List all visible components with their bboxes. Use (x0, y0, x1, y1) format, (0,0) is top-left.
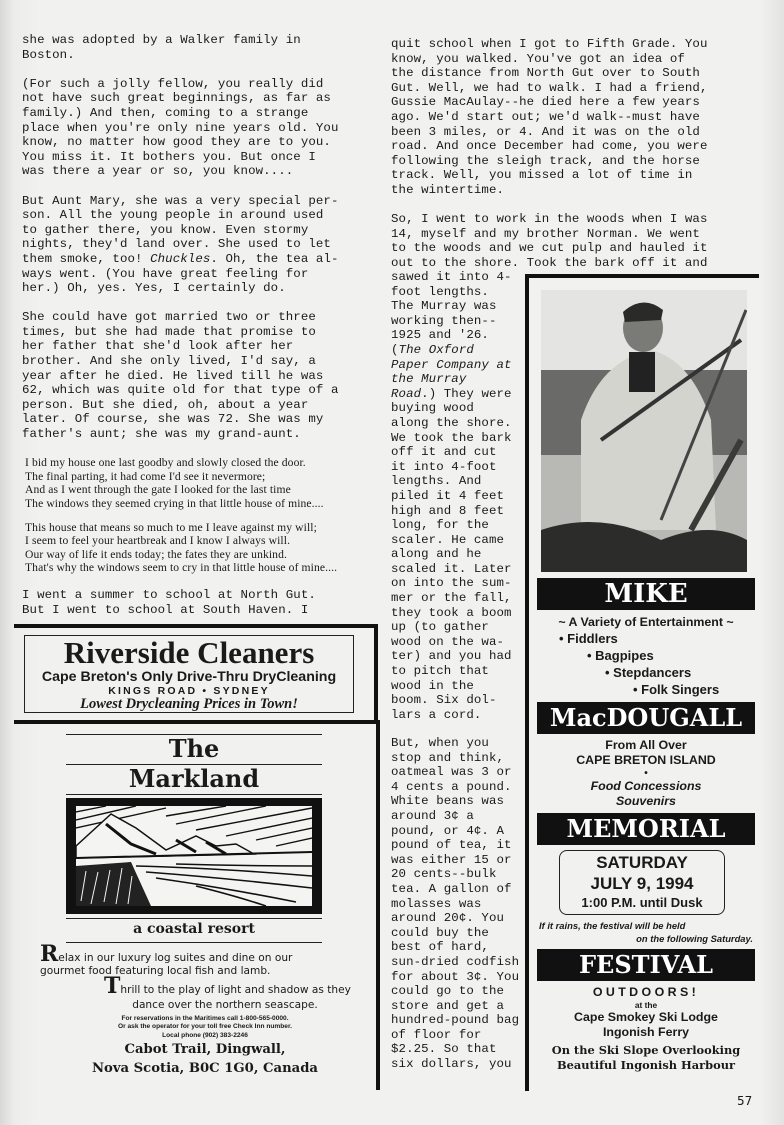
text-run: But Aunt Mary, she was a very special per- son. All the young people in around used to gather there, you know. Even stormy nights, they'd land over. She used to let them smoke, too! (22, 193, 339, 266)
riverside-cleaners-ad (14, 624, 378, 724)
markland-ad (14, 720, 380, 1090)
rain-notice-line1: If it rains, the festival will be held (539, 920, 686, 931)
local-phone: Local phone (902) 383-2246 (162, 1031, 248, 1039)
ad-frame (24, 635, 354, 713)
poem-stanza: I bid my house one last goodby and slowly closed the door. The final parting, it had come I'd see it nevermore; And as I went through the gate I looked for the last time The windows they seemed crying in that little house of mine.... (25, 456, 324, 510)
souvenirs: Souvenirs (616, 794, 676, 808)
fiddler-photo (541, 290, 747, 572)
ad-title-line2: Markland (128, 764, 260, 793)
food-concessions: Food Concessions (590, 779, 702, 793)
from-all-over: From All Over (605, 738, 687, 752)
markland-body (40, 941, 370, 1078)
text-run: .) They were buying wood along the shore. We took the bark off it and cut it into 4-foot lengths. And piled it 4 feet high and 8 feet long, for the scaler. He came along and he scaled it. Later on into the sum- mer or the fall, they took a boom up (to gather wood on the wa- ter) and you had to pitch that wood in the boom. Six dol- lars a cord. (391, 386, 512, 722)
paragraph-murray (391, 270, 523, 722)
operator-line: Or ask the operator for your toll free Check Inn number. (117, 1023, 293, 1031)
paragraph: But, when you stop and think, oatmeal was 3 or 4 cents a pound. White beans was around 3¢ a pound, or 4¢. A pound of tea, it was either 15 or 20 cents--bulk tea. A gallon of molasses was around 20¢. You could buy the best of hard, sun-dried codfish for about 3¢. You could go to the store and get a hundred-pound bag of floor for $2.25. So that six dollars, you (391, 736, 520, 1072)
text-run: hrill to the play of light and shadow as they (120, 984, 351, 996)
drop-cap: R (40, 941, 59, 967)
paragraph: She could have got married two or three times, but she had made that promise to her father that she'd look after her brother. And she only lived, I'd say, a year after he died. He lived till he was 62, which was quite old for that type of a person. But she died, oh, about a year later. Of course, she was 72. She was my father's aunt; she was my grand-aunt. (22, 310, 339, 442)
relax-paragraph (40, 941, 370, 978)
address-line2: Nova Scotia, B0C 1G0, Canada (92, 1061, 318, 1077)
paragraph: I went a summer to school at North Gut. But I went to school at South Haven. I (22, 587, 316, 617)
divider (66, 794, 322, 795)
festival-ad (525, 274, 759, 1091)
address-line1: Cabot Trail, Dingwall, (124, 1042, 286, 1058)
banner-mike: MIKE (537, 578, 755, 610)
act-item: • Bagpipes (587, 648, 654, 663)
festival-details (533, 578, 759, 1073)
paragraph-aunt-mary (22, 194, 382, 296)
slope-line2: Beautiful Ingonish Harbour (556, 1058, 736, 1072)
paragraph: So, I went to work in the woods when I was 14, myself and my brother Norman. We went to the woods and we cut pulp and hauled it out to the shore. Took the bark off it and (391, 212, 708, 270)
left-column (22, 33, 382, 632)
ad-address: KINGS ROAD • SYDNEY (108, 685, 270, 697)
event-date: JULY 9, 1994 (590, 874, 694, 893)
location: Ingonish Ferry (602, 1025, 690, 1039)
thrill-line2: dance over the northern seascape. (132, 999, 318, 1011)
ad-title: Riverside Cleaners (63, 635, 315, 670)
outdoors: OUTDOORS! (592, 985, 700, 999)
divider (66, 918, 322, 919)
ad-subtitle: Cape Breton's Only Drive-Thru DryCleaning (41, 669, 337, 685)
narrow-column (391, 270, 523, 737)
man-with-rope-photo (541, 290, 747, 572)
act-item: • Folk Singers (633, 682, 720, 697)
divider (66, 942, 322, 943)
landscape-illustration (76, 806, 312, 906)
bullet: • (644, 768, 648, 779)
poem-stanza: This house that means so much to me I leave against my will; I seem to feel your heartbreak and I know I always will. Our way of life it ends today; the fates they are unkind. That's why the windows seem to cry in that little house of mine.... (25, 520, 338, 575)
paragraph: she was adopted by a Walker family in Boston. (22, 33, 301, 62)
banner-memorial: MEMORIAL (537, 813, 755, 845)
text-run: elax in our luxury log suites and dine on our gourmet food featuring local fish and lamb. (40, 952, 293, 977)
page-number: 57 (737, 1094, 753, 1108)
banner-macdougall: MacDOUGALL (537, 702, 755, 734)
drop-cap: T (104, 973, 121, 999)
act-item: • Stepdancers (605, 665, 692, 680)
thrill-paragraph (104, 973, 370, 999)
ad-tagline: a coastal resort (133, 921, 255, 937)
reservation-line: For reservations in the Maritimes call 1-800-565-0000. (121, 1015, 289, 1022)
event-date-box (559, 850, 725, 915)
coastal-woodcut-image (66, 798, 322, 914)
act-item: • Fiddlers (559, 631, 618, 646)
text-run: sawed it into 4- foot lengths. The Murray was working then-- 1925 and '26. ( (391, 270, 512, 357)
text-run: . Oh, the tea al- ways went. (You have great feeling for her.) Oh, yes. Yes, I certainly do. (22, 251, 339, 296)
paragraph: quit school when I got to Fifth Grade. You know, you walked. You've got an idea of the distance from North Gut over to South Gut. Well, we had to walk. I had a friend, Gussie MacAulay--he died here a few years ago. We'd start out; we'd walk--must have been 3 miles, or 4. And it was on the old road. And once December had come, you were following the sleigh track, and the horse track. Well, you missed a lot of time in the wintertime. (391, 37, 708, 197)
right-column (391, 37, 771, 285)
italic-text: Chuckles (150, 251, 211, 266)
event-day: SATURDAY (596, 853, 688, 872)
italic-text: The Oxford Paper Company at the Murray Road (391, 342, 512, 401)
banner-festival: FESTIVAL (537, 949, 755, 981)
island-name: CAPE BRETON ISLAND (576, 753, 716, 767)
venue: Cape Smokey Ski Lodge (574, 1010, 718, 1024)
ad-slogan: Lowest Drycleaning Prices in Town! (80, 696, 298, 712)
slope-line1: On the Ski Slope Overlooking (551, 1043, 741, 1057)
narrow-column-2 (391, 736, 523, 1086)
variety-heading: ~ A Variety of Entertainment ~ (558, 615, 734, 629)
ad-title-line1: The (168, 734, 220, 763)
at-the: at the (634, 1000, 658, 1010)
event-time: 1:00 P.M. until Dusk (581, 895, 703, 910)
paragraph: (For such a jolly fellow, you really did not have such great beginnings, as far as family.) And then, coming to a strange place when you're only nine years old. You know, no matter how good they are to you. You miss it. It bothers you. But once I was there a year or so, you know.... (22, 76, 339, 179)
rain-notice-line2: on the following Saturday. (636, 933, 753, 944)
